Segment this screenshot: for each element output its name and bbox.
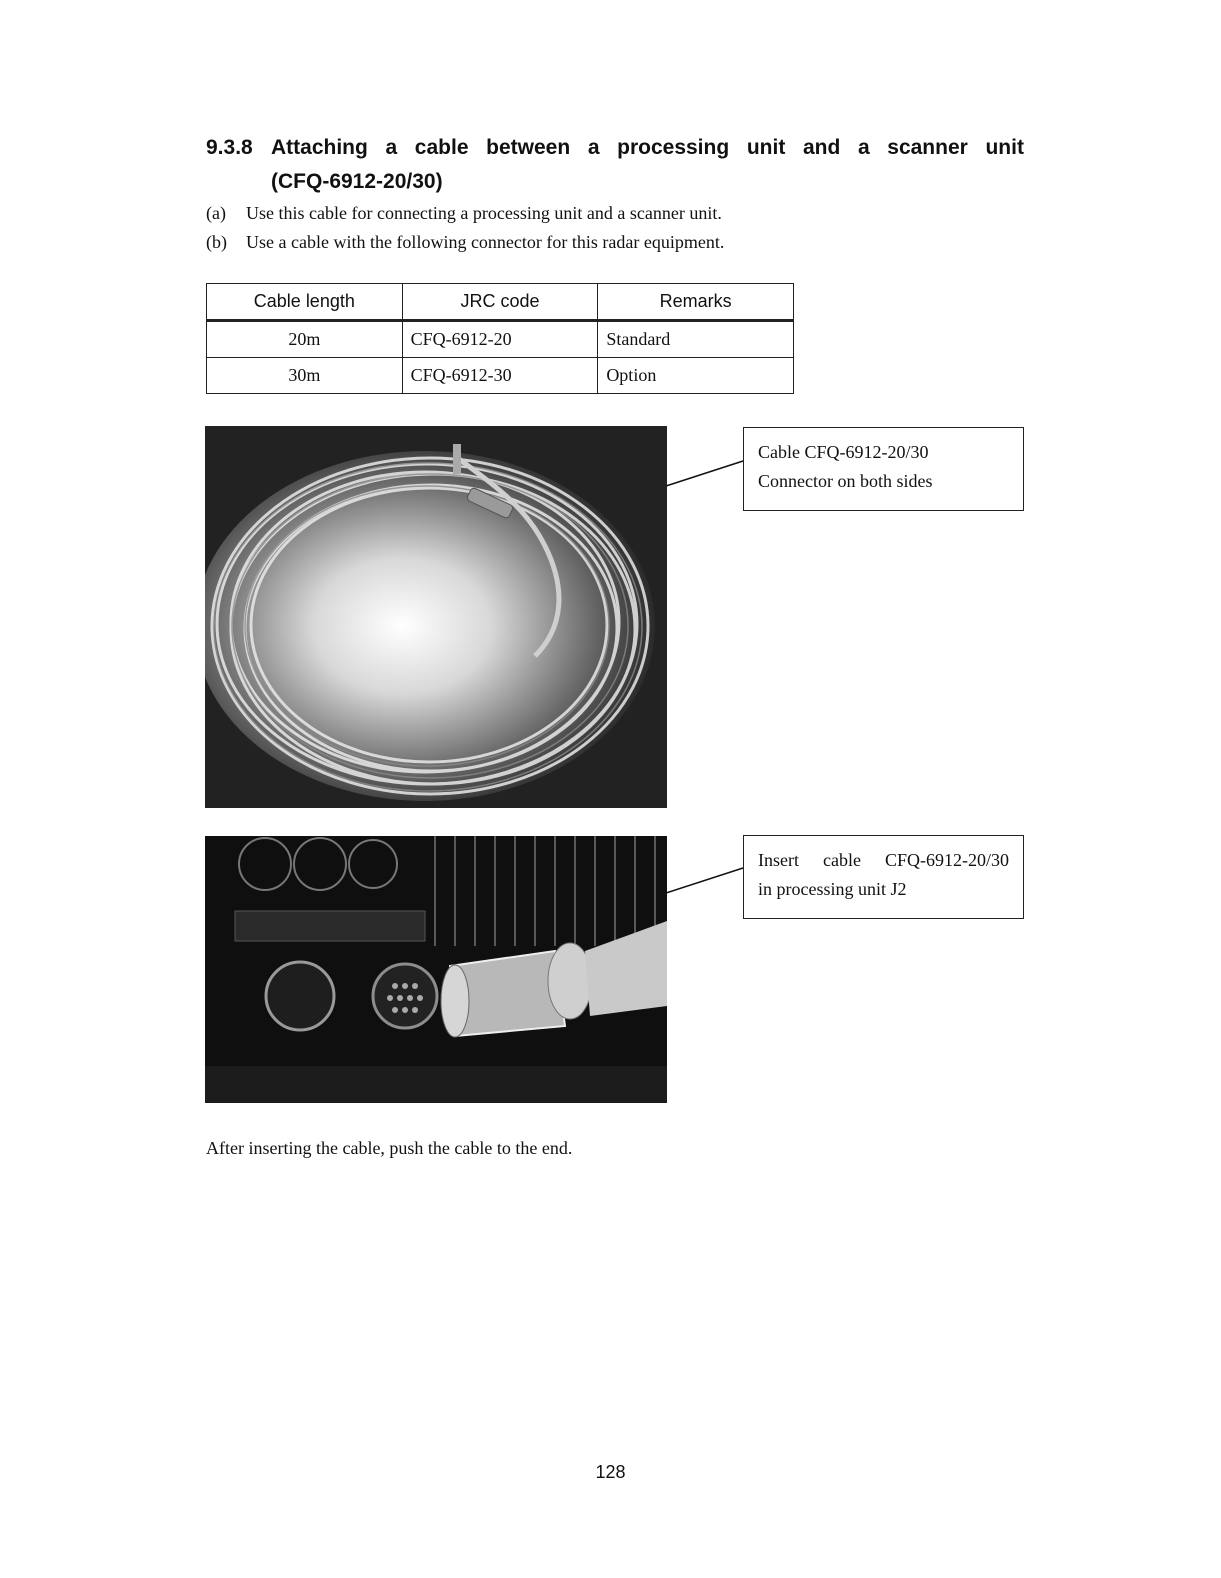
table-cell: CFQ-6912-20 xyxy=(402,321,598,358)
section-title-line2: (CFQ-6912-20/30) xyxy=(271,170,443,193)
list-text: Use this cable for connecting a processing unit and a scanner unit. xyxy=(246,203,722,223)
list-text: Use a cable with the following connector for this radar equipment. xyxy=(246,232,725,252)
title-word: scanner xyxy=(887,136,968,159)
insert-callout xyxy=(743,835,1024,919)
table-row xyxy=(207,358,794,394)
callout-line: Cable CFQ-6912-20/30 xyxy=(758,442,929,462)
title-word: a xyxy=(587,136,600,159)
title-word: unit xyxy=(746,136,786,159)
callout-line: in processing unit J2 xyxy=(758,879,907,899)
callout-word: CFQ-6912-20/30 xyxy=(884,850,1009,870)
leader-line xyxy=(666,461,743,486)
table-cell: 20m xyxy=(207,321,403,358)
title-word: and xyxy=(802,136,841,159)
list-marker: (a) xyxy=(206,203,226,223)
title-word: between xyxy=(486,136,571,159)
title-word: cable xyxy=(414,136,469,159)
table-cell: Standard xyxy=(598,321,794,358)
column-header: Remarks xyxy=(598,284,794,321)
title-word: processing xyxy=(617,136,730,159)
callout-line xyxy=(758,846,1009,875)
callout-word: cable xyxy=(823,850,861,870)
list-marker: (b) xyxy=(206,232,227,252)
table-cell: Option xyxy=(598,358,794,394)
cable-spec-table xyxy=(206,283,794,394)
list-item-b xyxy=(206,230,724,254)
section-title-line1 xyxy=(271,132,1024,164)
table-cell: CFQ-6912-30 xyxy=(402,358,598,394)
list-item-a xyxy=(206,201,722,225)
cable-callout xyxy=(743,427,1024,511)
closing-note: After inserting the cable, push the cable to the end. xyxy=(206,1138,573,1158)
table-row xyxy=(207,321,794,358)
page-number: 128 xyxy=(595,1462,626,1482)
column-header: Cable length xyxy=(207,284,403,321)
title-word: unit xyxy=(985,136,1024,159)
callout-line: Connector on both sides xyxy=(758,471,933,491)
table-header-row xyxy=(207,284,794,321)
connector-photo xyxy=(205,836,667,1103)
title-word: a xyxy=(857,136,870,159)
column-header: JRC code xyxy=(402,284,598,321)
title-word: a xyxy=(385,136,398,159)
cable-coil-photo xyxy=(205,426,667,808)
title-word: Attaching xyxy=(271,136,368,159)
section-number: 9.3.8 xyxy=(206,136,253,159)
table-cell: 30m xyxy=(207,358,403,394)
leader-line xyxy=(666,868,743,893)
callout-word: Insert xyxy=(758,850,799,870)
